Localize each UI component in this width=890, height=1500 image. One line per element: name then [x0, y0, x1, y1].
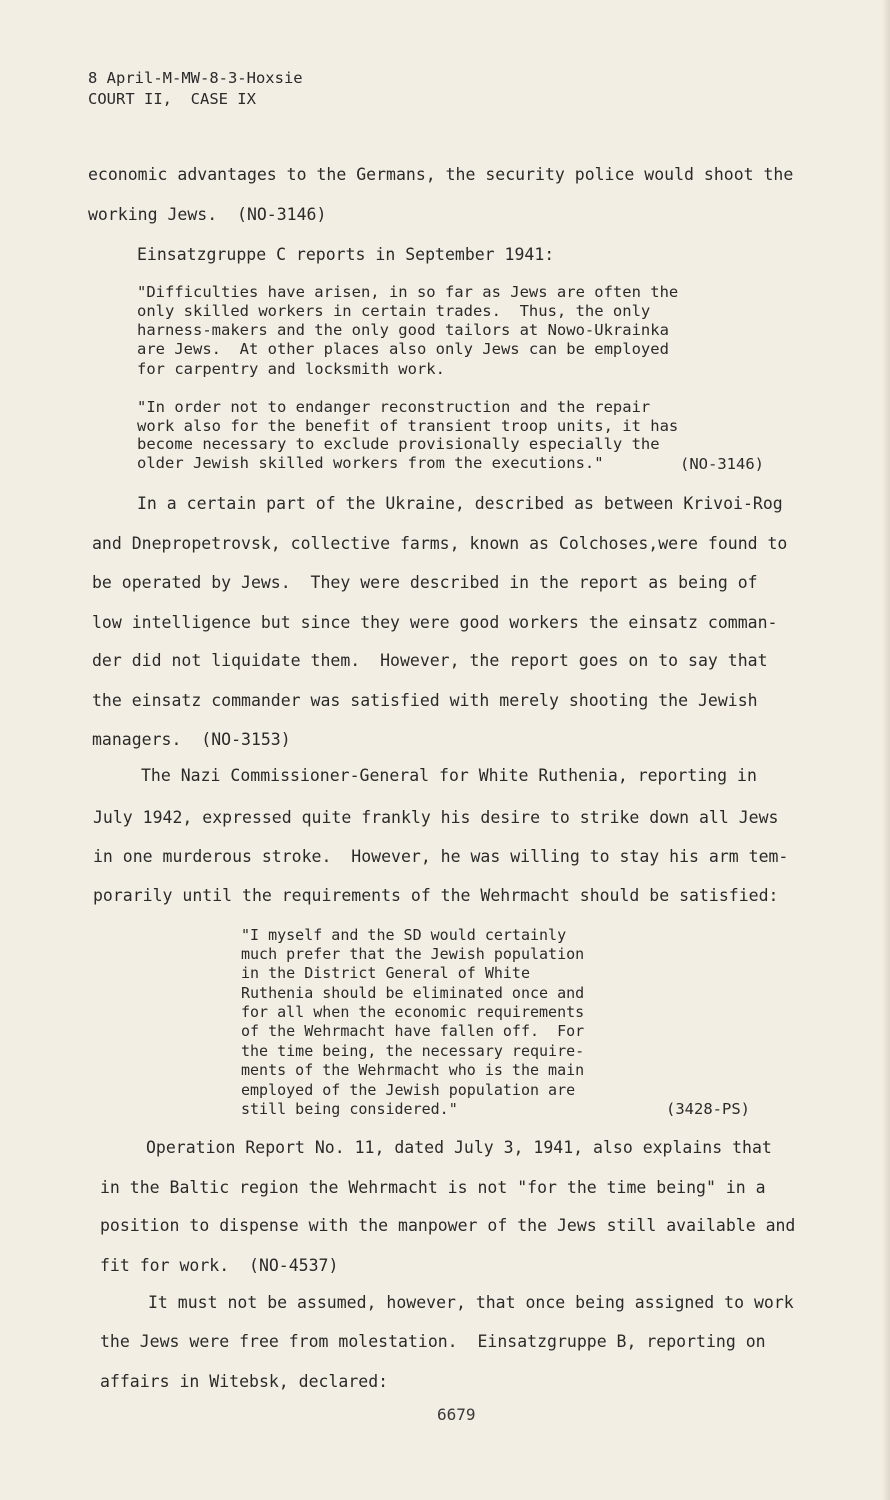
- text-line: affairs in Witebsk, declared:: [100, 1372, 389, 1391]
- quote-line: become necessary to exclude provisionally especially the: [137, 435, 660, 453]
- text-line: the einsatz commander was satisfied with merely shooting the Jewish: [92, 691, 758, 710]
- text-line: the Jews were free from molestation. Einsatzgruppe B, reporting on: [100, 1332, 766, 1351]
- quote-line: "In order not to endanger reconstruction and the repair: [137, 398, 651, 416]
- text-line: The Nazi Commissioner-General for White Ruthenia, reporting in: [141, 766, 757, 785]
- text-line: fit for work. (NO-4537): [100, 1256, 339, 1275]
- text-line: der did not liquidate them. However, the report goes on to say that: [92, 651, 768, 670]
- citation: (NO-3146): [680, 455, 764, 473]
- citation: (3428-PS): [666, 1100, 750, 1118]
- quote-line: ments of the Wehrmacht who is the main: [241, 1061, 585, 1079]
- text-line: working Jews. (NO-3146): [88, 205, 327, 224]
- quote-line: only skilled workers in certain trades. Thus, the only: [137, 302, 651, 320]
- page-edge-shadow: [882, 0, 890, 1500]
- text-line: Operation Report No. 11, dated July 3, 1941, also explains that: [146, 1138, 772, 1157]
- quote-line: "I myself and the SD would certainly: [241, 926, 567, 944]
- header-line-2: COURT II, CASE IX: [88, 90, 256, 108]
- quote-line: "Difficulties have arisen, in so far as Jews are often the: [137, 283, 679, 301]
- quote-line: still being considered.": [241, 1100, 458, 1118]
- text-line: It must not be assumed, however, that once being assigned to work: [148, 1293, 794, 1312]
- text-line: low intelligence but since they were good workers the einsatz comman-: [92, 613, 778, 632]
- quote-line: employed of the Jewish population are: [241, 1081, 576, 1099]
- quote-line: of the Wehrmacht have fallen off. For: [241, 1022, 585, 1040]
- text-line: In a certain part of the Ukraine, described as between Krivoi-Rog: [137, 494, 783, 513]
- quote-line: work also for the benefit of transient troop units, it has: [137, 417, 679, 435]
- header-line-1: 8 April-M-MW-8-3-Hoxsie: [88, 69, 303, 87]
- quote-line: for all when the economic requirements: [241, 1003, 585, 1021]
- text-line: and Dnepropetrovsk, collective farms, known as Colchoses,were found to: [92, 534, 788, 553]
- quote-line: harness-makers and the only good tailors at Nowo-Ukrainka: [137, 321, 669, 339]
- text-line: economic advantages to the Germans, the security police would shoot the: [88, 165, 794, 184]
- quote-line: are Jews. At other places also only Jews can be employed: [137, 340, 669, 358]
- text-line: in the Baltic region the Wehrmacht is not "for the time being" in a: [100, 1178, 766, 1197]
- quote-line: for carpentry and locksmith work.: [137, 360, 445, 378]
- quote-line: Ruthenia should be eliminated once and: [241, 984, 585, 1002]
- text-line: in one murderous stroke. However, he was willing to stay his arm tem-: [93, 847, 789, 866]
- page-number: 6679: [437, 1405, 476, 1424]
- quote-line: in the District General of White: [241, 964, 530, 982]
- text-line: position to dispense with the manpower of the Jews still available and: [100, 1216, 796, 1235]
- quote-line: older Jewish skilled workers from the executions.": [137, 454, 604, 472]
- text-line: porarily until the requirements of the Wehrmacht should be satisfied:: [93, 886, 779, 905]
- quote-line: the time being, the necessary require-: [241, 1042, 585, 1060]
- quote-line: much prefer that the Jewish population: [241, 945, 585, 963]
- text-line: Einsatzgruppe C reports in September 1941:: [137, 245, 555, 264]
- text-line: be operated by Jews. They were described in the report as being of: [92, 573, 758, 592]
- text-line: managers. (NO-3153): [92, 730, 291, 749]
- text-line: July 1942, expressed quite frankly his desire to strike down all Jews: [93, 808, 779, 827]
